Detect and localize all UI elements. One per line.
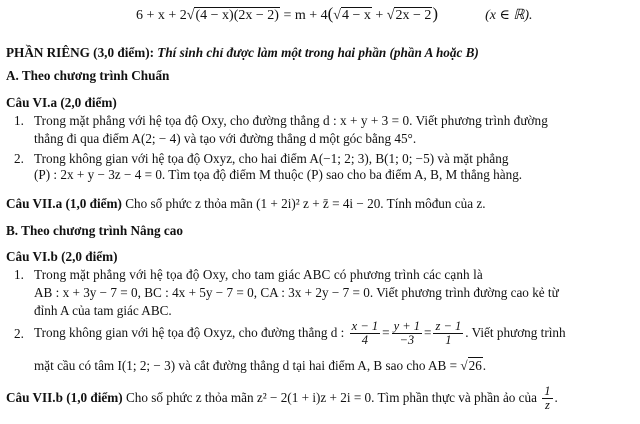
eq-condition: (x ∈ ℝ). bbox=[485, 8, 533, 23]
paren-close-icon: ) bbox=[432, 4, 439, 23]
q6a-1-line2: thẳng đi qua điểm A(2; − 4) và tạo với đường thẳng d một góc bằng 45°. bbox=[34, 131, 417, 146]
part-b-title: B. Theo chương trình Nâng cao bbox=[6, 223, 183, 238]
top-equation bbox=[136, 6, 533, 24]
q6b-2-line2 bbox=[34, 358, 486, 374]
fraction-x bbox=[350, 320, 380, 347]
q7b-text: Cho số phức z thỏa mãn z² − 2(1 + i)z + 2i = 0. Tìm phần thực và phần ảo của bbox=[125, 390, 537, 405]
paren-open-icon: ( bbox=[327, 4, 334, 23]
q6b-2-pre: Trong không gian với hệ tọa độ Oxyz, cho đường thẳng d : bbox=[34, 325, 345, 340]
q6b-2-line2-text: mặt cầu có tâm I(1; 2; − 3) và cắt đường thẳng d tại hai điểm A, B sao cho AB = bbox=[34, 358, 458, 373]
q6a-2-number: 2. bbox=[14, 151, 24, 166]
fraction-inverse-z-num: 1 bbox=[544, 384, 551, 399]
equals-1: = bbox=[382, 325, 390, 340]
sqrt-symbol-icon: √ bbox=[186, 8, 195, 23]
section-rieng bbox=[6, 45, 479, 61]
fraction-inverse-z-den: z bbox=[544, 398, 550, 413]
fraction-x-den: 4 bbox=[361, 333, 368, 348]
q6a-1-number: 1. bbox=[14, 113, 24, 128]
q6b-2-number: 2. bbox=[14, 326, 24, 341]
q7a-title: Câu VII.a (1,0 điểm) bbox=[6, 196, 122, 211]
q7a bbox=[6, 196, 486, 212]
q6a-title: Câu VI.a (2,0 điểm) bbox=[6, 95, 117, 110]
equals-2: = bbox=[424, 325, 432, 340]
sqrt-26: 26 bbox=[468, 358, 482, 373]
q6b-1-line2: AB : x + 3y − 7 = 0, BC : 4x + 5y − 7 = 0, CA : 3x + 2y − 7 = 0. Viết phương trình đường cao kẻ từ bbox=[34, 285, 559, 300]
q6a-2-line2: (P) : 2x + y − 3z − 4 = 0. Tìm tọa độ điểm M thuộc (P) sao cho ba điểm A, B, M thẳng hàng. bbox=[34, 167, 523, 182]
fraction-y-num: y + 1 bbox=[393, 319, 421, 334]
q6a-2-line1: Trong không gian với hệ tọa độ Oxyz, cho hai điểm A(−1; 2; 3), B(1; 0; −5) và mặt phẳng bbox=[34, 151, 509, 166]
q6a-1-line1: Trong mặt phẳng với hệ tọa độ Oxy, cho đường thẳng d : x + y + 3 = 0. Viết phương trình đường bbox=[34, 113, 548, 128]
q7b-end: . bbox=[554, 390, 558, 405]
eq-radical-2b: 2x − 2 bbox=[395, 8, 432, 23]
eq-left: 6 + x + 2 bbox=[136, 8, 187, 23]
fraction-z-num: z − 1 bbox=[435, 319, 462, 334]
rieng-note: Thí sinh chỉ được làm một trong hai phần (phần A hoặc B) bbox=[157, 45, 479, 60]
q7b-title: Câu VII.b (1,0 điểm) bbox=[6, 390, 123, 405]
fraction-x-num: x − 1 bbox=[351, 319, 379, 334]
fraction-z-den: 1 bbox=[445, 333, 452, 348]
q6b-2-line2-end: . bbox=[482, 358, 487, 373]
q6b-1-line3: đỉnh A của tam giác ABC. bbox=[34, 303, 172, 318]
q6b-2-line1 bbox=[34, 317, 566, 349]
fraction-inverse-z bbox=[542, 385, 552, 412]
eq-radical-1: (4 − x)(2x − 2) bbox=[195, 8, 279, 23]
fraction-y bbox=[392, 320, 422, 347]
q6b-2-post: . Viết phương trình bbox=[465, 325, 566, 340]
fraction-y-den: −3 bbox=[399, 333, 415, 348]
eq-radical-2a: 4 − x bbox=[341, 8, 371, 23]
q6b-title: Câu VI.b (2,0 điểm) bbox=[6, 249, 118, 264]
sqrt-symbol-icon: √ bbox=[333, 8, 341, 23]
sqrt-symbol-icon: √ bbox=[386, 8, 395, 23]
sqrt-symbol-icon: √ bbox=[460, 358, 468, 373]
part-a-title: A. Theo chương trình Chuẩn bbox=[6, 68, 170, 83]
q7a-text: Cho số phức z thỏa mãn (1 + 2i)² z + z̄ = 4i − 20. Tính môđun của z. bbox=[125, 196, 486, 211]
q6b-1-number: 1. bbox=[14, 267, 24, 282]
eq-plus: + bbox=[375, 8, 384, 23]
fraction-z bbox=[433, 320, 463, 347]
rieng-title: PHẦN RIÊNG (3,0 điểm): bbox=[6, 45, 154, 60]
q6b-1-line1: Trong mặt phẳng với hệ tọa độ Oxy, cho tam giác ABC có phương trình các cạnh là bbox=[34, 267, 483, 282]
q7b bbox=[6, 382, 558, 414]
eq-mid: = m + 4 bbox=[283, 8, 328, 23]
